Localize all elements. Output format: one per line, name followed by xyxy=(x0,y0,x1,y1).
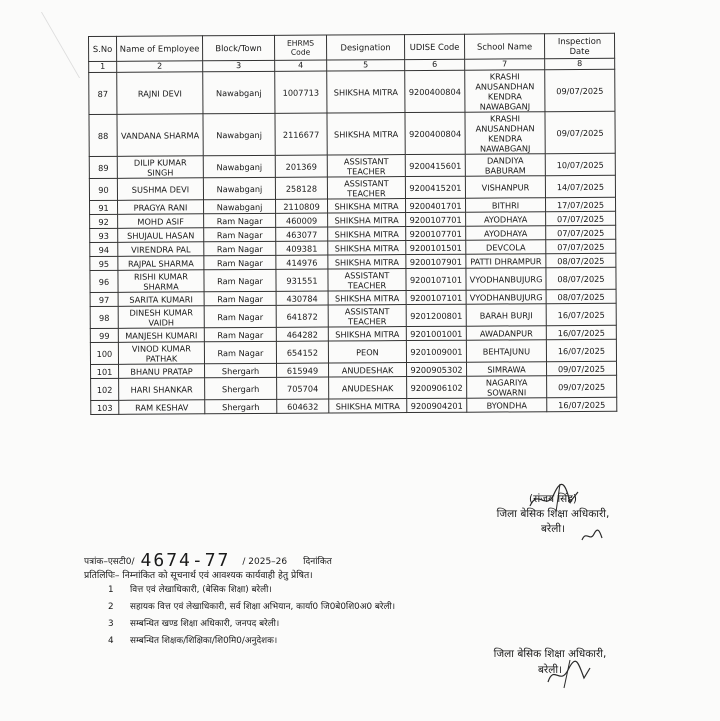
cell-udise: 9200101501 xyxy=(406,240,466,254)
cell-name: RISHI KUMAR SHARMA xyxy=(118,270,204,293)
cell-block: Ram Nagar xyxy=(204,227,276,241)
cell-ehrms: 201369 xyxy=(275,155,327,177)
cell-block: Ram Nagar xyxy=(204,341,276,363)
cell-school: BYONDHA xyxy=(467,398,547,412)
dinank-label: दिनांकित xyxy=(303,557,332,567)
cell-sno: 93 xyxy=(90,228,118,242)
signatory-place: बरेली। xyxy=(537,664,563,676)
patrank-label: पत्रांक–एसटी0/ xyxy=(84,557,135,567)
cell-school: KRASHI ANUSANDHAN KENDRA NAWABGANJ xyxy=(465,112,545,154)
cell-name: MOHD ASIF xyxy=(118,214,204,229)
list-text: सम्बन्धित शिक्षक/शिक्षिका/शि0मि0/अनुदेशक। xyxy=(130,636,278,646)
cell-sno: 98 xyxy=(90,306,118,328)
cell-sno: 97 xyxy=(90,292,118,306)
table-row xyxy=(90,339,616,364)
cell-name: HARI SHANKAR xyxy=(119,378,205,401)
cell-designation: SHIKSHA MITRA xyxy=(328,199,406,213)
cell-udise: 9201009001 xyxy=(406,340,466,362)
cell-block: Nawabganj xyxy=(204,199,276,213)
col-number: 3 xyxy=(203,60,275,71)
cell-block: Ram Nagar xyxy=(204,269,276,291)
cell-name: SHUJAUL HASAN xyxy=(118,228,204,243)
cell-date: 09/07/2025 xyxy=(546,361,616,375)
cell-udise: 9200107101 xyxy=(406,268,466,290)
header-udise: UDISE Code xyxy=(404,34,464,59)
cell-ehrms: 2110809 xyxy=(276,199,328,213)
cell-designation: ANUDESHAK xyxy=(329,377,407,399)
cell-school: KRASHI ANUSANDHAN KENDRA NAWABGANJ xyxy=(465,70,545,112)
cell-designation: SHIKSHA MITRA xyxy=(328,255,406,269)
signatory-title: जिला बेसिक शिक्षा अधिकारी, xyxy=(493,648,607,660)
list-text: सहायक वित्त एवं लेखाधिकारी, सर्व शिक्षा अभियान, कार्या0 जि0बे0शि0अ0 बरेली। xyxy=(130,602,396,612)
cell-udise: 9200107101 xyxy=(406,290,466,304)
list-item xyxy=(108,600,395,617)
cell-name: PRAGYA RANI xyxy=(118,200,204,215)
cell-block: Nawabganj xyxy=(203,177,275,199)
table-header-row xyxy=(89,33,615,61)
cell-school: DEVCOLA xyxy=(466,240,546,254)
cell-designation: SHIKSHA MITRA xyxy=(327,71,405,113)
cell-sno: 100 xyxy=(90,342,118,364)
cell-udise: 9200401701 xyxy=(405,198,465,212)
cell-date: 16/07/2025 xyxy=(546,303,616,325)
cell-ehrms: 460009 xyxy=(276,213,328,227)
col-number: 8 xyxy=(545,58,615,69)
signatory-name: (संजय सिंह) xyxy=(529,493,577,505)
cell-date: 09/07/2025 xyxy=(545,111,615,153)
cell-sno: 89 xyxy=(89,156,117,178)
cell-school: DANDIYA BABURAM xyxy=(465,154,545,176)
signature-scribble xyxy=(526,482,586,516)
header-block: Block/Town xyxy=(203,35,275,60)
cell-sno: 94 xyxy=(90,242,118,256)
signature-block-bottom xyxy=(470,646,630,678)
col-number: 1 xyxy=(89,61,117,72)
cell-name: VIRENDRA PAL xyxy=(118,242,204,257)
cell-ehrms: 705704 xyxy=(277,377,329,399)
copy-to-heading: प्रतिलिपिः– निम्नांकित को सूचनार्थ एवं आवश्यक कार्यवाही हेतु प्रेषित। xyxy=(84,570,313,581)
cell-date: 16/07/2025 xyxy=(546,339,616,361)
header-sno: S.No xyxy=(89,36,117,61)
cell-block: Ram Nagar xyxy=(204,305,276,327)
cell-ehrms: 654152 xyxy=(276,341,328,363)
col-number: 6 xyxy=(405,59,465,70)
cell-sno: 96 xyxy=(90,270,118,292)
cell-block: Shergarh xyxy=(205,399,277,413)
cell-name: SUSHMA DEVI xyxy=(117,178,203,201)
table-body xyxy=(89,69,617,414)
cell-udise: 9200905302 xyxy=(407,362,467,376)
cell-name: BHANU PRATAP xyxy=(119,364,205,379)
list-number: 4 xyxy=(108,636,114,646)
cell-block: Ram Nagar xyxy=(204,291,276,305)
cell-udise: 9200415601 xyxy=(405,154,465,176)
cell-designation: SHIKSHA MITRA xyxy=(328,227,406,241)
cell-school: AYODHAYA xyxy=(466,212,546,226)
header-ehrms: EHRMS Code xyxy=(274,35,326,60)
cell-date: 14/07/2025 xyxy=(545,175,615,197)
cell-ehrms: 2116677 xyxy=(275,113,327,155)
cell-ehrms: 463077 xyxy=(276,227,328,241)
list-text: सम्बन्धित खण्ड शिक्षा अधिकारी, जनपद बरेली। xyxy=(130,619,280,629)
list-item xyxy=(108,634,395,651)
cell-date: 07/07/2025 xyxy=(546,239,616,253)
header-school: School Name xyxy=(464,34,544,59)
header-date: Inspection Date xyxy=(544,33,614,58)
cell-udise: 9200400804 xyxy=(405,112,465,154)
cell-sno: 103 xyxy=(91,400,119,414)
cell-school: BEHTAJUNU xyxy=(466,340,546,362)
cell-designation: SHIKSHA MITRA xyxy=(328,241,406,255)
cell-udise: 9200400804 xyxy=(405,70,465,112)
cell-date: 16/07/2025 xyxy=(546,325,616,339)
cell-udise: 9200107901 xyxy=(406,254,466,268)
cell-designation: SHIKSHA MITRA xyxy=(329,399,407,413)
cell-block: Nawabganj xyxy=(203,113,275,155)
cell-school: AYODHAYA xyxy=(466,226,546,240)
cell-sno: 87 xyxy=(89,72,117,114)
cell-udise: 9201001001 xyxy=(406,326,466,340)
cell-udise: 9200415201 xyxy=(405,176,465,198)
table-row xyxy=(89,69,615,114)
cell-name: MANJESH KUMARI xyxy=(118,328,204,343)
col-number: 7 xyxy=(465,59,545,70)
copy-recipient-list xyxy=(108,583,395,651)
signatory-title: जिला बेसिक शिक्षा अधिकारी, xyxy=(496,508,610,520)
cell-udise: 9201200801 xyxy=(406,304,466,326)
list-item xyxy=(108,583,395,600)
header-name: Name of Employee xyxy=(117,36,203,62)
cell-designation: SHIKSHA MITRA xyxy=(328,327,406,341)
cell-designation: ASSISTANT TEACHER xyxy=(327,177,405,199)
list-text: वित्त एवं लेखाधिकारी, (बेसिक शिक्षा) बरेली। xyxy=(130,585,272,595)
cell-school: VISHANPUR xyxy=(465,176,545,198)
reference-year: / 2025–26 xyxy=(242,557,288,567)
reference-line xyxy=(84,548,332,569)
cell-date: 08/07/2025 xyxy=(546,289,616,303)
header-designation: Designation xyxy=(326,35,404,60)
cell-sno: 95 xyxy=(90,256,118,270)
cell-block: Shergarh xyxy=(205,363,277,377)
cell-sno: 91 xyxy=(90,200,118,214)
list-item xyxy=(108,617,395,634)
cell-school: BITHRI xyxy=(465,198,545,212)
cell-block: Ram Nagar xyxy=(204,213,276,227)
cell-date: 17/07/2025 xyxy=(545,197,615,211)
cell-designation: ASSISTANT TEACHER xyxy=(328,269,406,291)
table-row xyxy=(91,375,617,400)
cell-udise: 9200904201 xyxy=(407,398,467,412)
cell-school: NAGARIYA SOWARNI xyxy=(467,376,547,398)
reference-number: 4674-77 xyxy=(140,550,231,571)
cell-ehrms: 604632 xyxy=(277,399,329,413)
cell-udise: 9200906102 xyxy=(407,376,467,398)
cell-ehrms: 409381 xyxy=(276,241,328,255)
table-row xyxy=(90,303,616,328)
cell-block: Ram Nagar xyxy=(204,255,276,269)
cell-date: 16/07/2025 xyxy=(547,397,617,411)
signature-scribble xyxy=(544,656,594,690)
cell-name: VINOD KUMAR PATHAK xyxy=(118,342,204,365)
col-number: 5 xyxy=(327,60,405,71)
table-row xyxy=(91,397,617,414)
cell-ehrms: 258128 xyxy=(275,177,327,199)
cell-school: BARAH BURJI xyxy=(466,304,546,326)
cell-school: PATTI DHRAMPUR xyxy=(466,254,546,268)
cell-name: DILIP KUMAR SINGH xyxy=(117,156,203,179)
cell-ehrms: 414976 xyxy=(276,255,328,269)
cell-ehrms: 641872 xyxy=(276,305,328,327)
inspection-table xyxy=(88,33,617,415)
cell-udise: 9200107701 xyxy=(406,226,466,240)
cell-date: 07/07/2025 xyxy=(546,225,616,239)
cell-date: 09/07/2025 xyxy=(545,69,615,111)
cell-designation: ASSISTANT TEACHER xyxy=(328,305,406,327)
cell-block: Nawabganj xyxy=(203,71,275,113)
cell-ehrms: 1007713 xyxy=(275,71,327,113)
cell-block: Ram Nagar xyxy=(204,241,276,255)
cell-sno: 101 xyxy=(91,364,119,378)
table-row xyxy=(89,175,615,200)
cell-name: RAJNI DEVI xyxy=(117,72,203,115)
cell-school: VYODHANBUJURG xyxy=(466,268,546,290)
cell-designation: ASSISTANT TEACHER xyxy=(327,155,405,177)
cell-designation: SHIKSHA MITRA xyxy=(328,213,406,227)
cell-name: RAJPAL SHARMA xyxy=(118,256,204,271)
cell-date: 10/07/2025 xyxy=(545,153,615,175)
list-number: 2 xyxy=(108,602,114,612)
cell-block: Shergarh xyxy=(205,377,277,399)
col-number: 2 xyxy=(117,61,203,73)
cell-date: 09/07/2025 xyxy=(547,375,617,397)
col-number: 4 xyxy=(275,60,327,71)
cell-ehrms: 464282 xyxy=(276,327,328,341)
cell-designation: SHIKSHA MITRA xyxy=(327,113,405,155)
signatory-place: बरेली। xyxy=(540,523,566,535)
cell-sno: 102 xyxy=(91,378,119,400)
cell-designation: PEON xyxy=(328,341,406,363)
table-row xyxy=(89,111,615,156)
cell-designation: SHIKSHA MITRA xyxy=(328,291,406,305)
cell-sno: 99 xyxy=(90,328,118,342)
initial-scribble xyxy=(580,528,604,544)
cell-sno: 88 xyxy=(89,114,117,156)
cell-date: 08/07/2025 xyxy=(546,253,616,267)
table-row xyxy=(90,267,616,292)
cell-block: Nawabganj xyxy=(203,155,275,177)
signature-block-top xyxy=(468,492,638,537)
cell-block: Ram Nagar xyxy=(204,327,276,341)
list-number: 3 xyxy=(108,619,114,629)
cell-name: SARITA KUMARI xyxy=(118,292,204,307)
cell-school: AWADANPUR xyxy=(466,326,546,340)
cell-designation: ANUDESHAK xyxy=(329,363,407,377)
cell-name: DINESH KUMAR VAIDH xyxy=(118,306,204,329)
cell-name: RAM KESHAV xyxy=(119,400,205,415)
cell-name: VANDANA SHARMA xyxy=(117,114,203,157)
list-number: 1 xyxy=(108,585,114,595)
cell-ehrms: 430784 xyxy=(276,291,328,305)
cell-ehrms: 931551 xyxy=(276,269,328,291)
cell-school: VYODHANBUJURG xyxy=(466,290,546,304)
cell-udise: 9200107701 xyxy=(406,212,466,226)
cell-school: SIMRAWA xyxy=(466,362,546,376)
table-row xyxy=(89,153,615,178)
cell-sno: 90 xyxy=(89,178,117,200)
cell-date: 07/07/2025 xyxy=(546,211,616,225)
cell-date: 08/07/2025 xyxy=(546,267,616,289)
cell-ehrms: 615949 xyxy=(277,363,329,377)
cell-sno: 92 xyxy=(90,214,118,228)
